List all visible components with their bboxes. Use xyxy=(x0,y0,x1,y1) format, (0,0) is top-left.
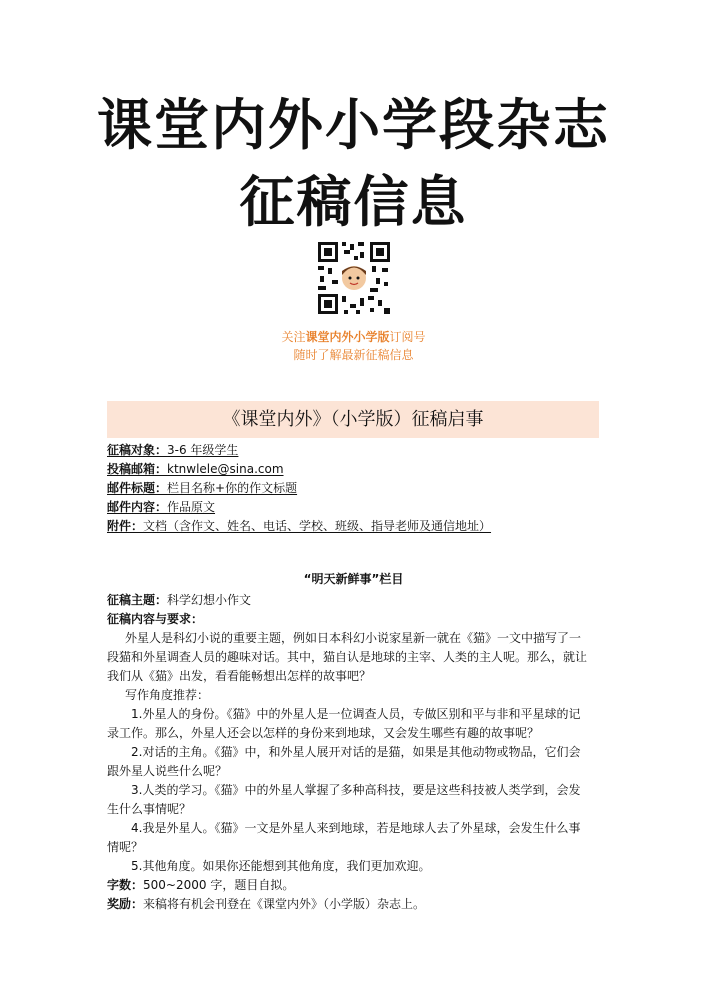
angle-item: 1.外星人的身份。《猫》中的外星人是一位调查人员，专做区别和平与非和平星球的记 xyxy=(131,707,581,721)
requirements-label: 征稿内容与要求： xyxy=(107,612,204,626)
angle-item: 3.人类的学习。《猫》中的外星人掌握了多种高科技，要是这些科技被人类学到，会发 xyxy=(131,783,581,797)
submission-fields xyxy=(107,441,491,536)
column-body xyxy=(107,591,603,914)
intro-line: 外星人是科幻小说的重要主题，例如日本科幻小说家星新一就在《猫》一文中描写了一 xyxy=(125,631,582,645)
qr-caption-line-2: 随时了解最新征稿信息 xyxy=(293,348,414,362)
page-title-line-2: 征稿信息 xyxy=(239,170,468,234)
angle-item: 2.对话的主角。《猫》中，和外星人展开对话的是猫，如果是其他动物或物品，它们会 xyxy=(131,745,581,759)
theme-line: 征稿主题：科学幻想小作文 xyxy=(107,593,252,607)
intro-line: 段猫和外星调查人员的趣味对话。其中，猫自认是地球的主宰、人类的主人呢。那么，就让 xyxy=(107,650,588,664)
field-subject: 邮件标题：栏目名称+你的作文标题 xyxy=(107,481,298,495)
field-email: 投稿邮箱：ktnwlele@sina.com xyxy=(107,462,284,476)
column-title: “明天新鲜事”栏目 xyxy=(303,572,404,586)
angle-item-cont: 情呢？ xyxy=(107,840,144,854)
intro-line: 我们从《猫》出发，看看能畅想出怎样的故事吧？ xyxy=(107,669,372,683)
angle-item: 4.我是外星人。《猫》一文是外星人来到地球，若是地球人去了外星球，会发生什么事 xyxy=(131,821,581,835)
qr-code-icon xyxy=(316,240,392,316)
qr-caption-line-1: 关注课堂内外小学版订阅号 xyxy=(281,330,426,344)
angle-item-cont: 生什么事情呢？ xyxy=(107,802,192,816)
field-content: 邮件内容：作品原文 xyxy=(107,500,216,514)
section-banner: 《课堂内外》（小学版）征稿启事 xyxy=(107,401,599,438)
word-count-line: 字数：500~2000 字，题目自拟。 xyxy=(107,878,295,892)
angle-intro: 写作角度推荐： xyxy=(125,688,210,702)
angle-item: 5.其他角度。如果你还能想到其他角度，我们更加欢迎。 xyxy=(131,859,431,873)
reward-line: 奖励：来稿将有机会刊登在《课堂内外》（小学版）杂志上。 xyxy=(107,897,426,911)
angle-item-cont: 跟外星人说些什么呢？ xyxy=(107,764,228,778)
angle-item-cont: 录工作。那么，外星人还会以怎样的身份来到地球，又会发生哪些有趣的故事呢？ xyxy=(107,726,540,740)
field-target: 征稿对象：3-6 年级学生 xyxy=(107,443,239,457)
page-title-line-1: 课堂内外小学段杂志 xyxy=(96,93,610,157)
field-attachment: 附件：文档（含作文、姓名、电话、学校、班级、指导老师及通信地址） xyxy=(107,519,492,533)
